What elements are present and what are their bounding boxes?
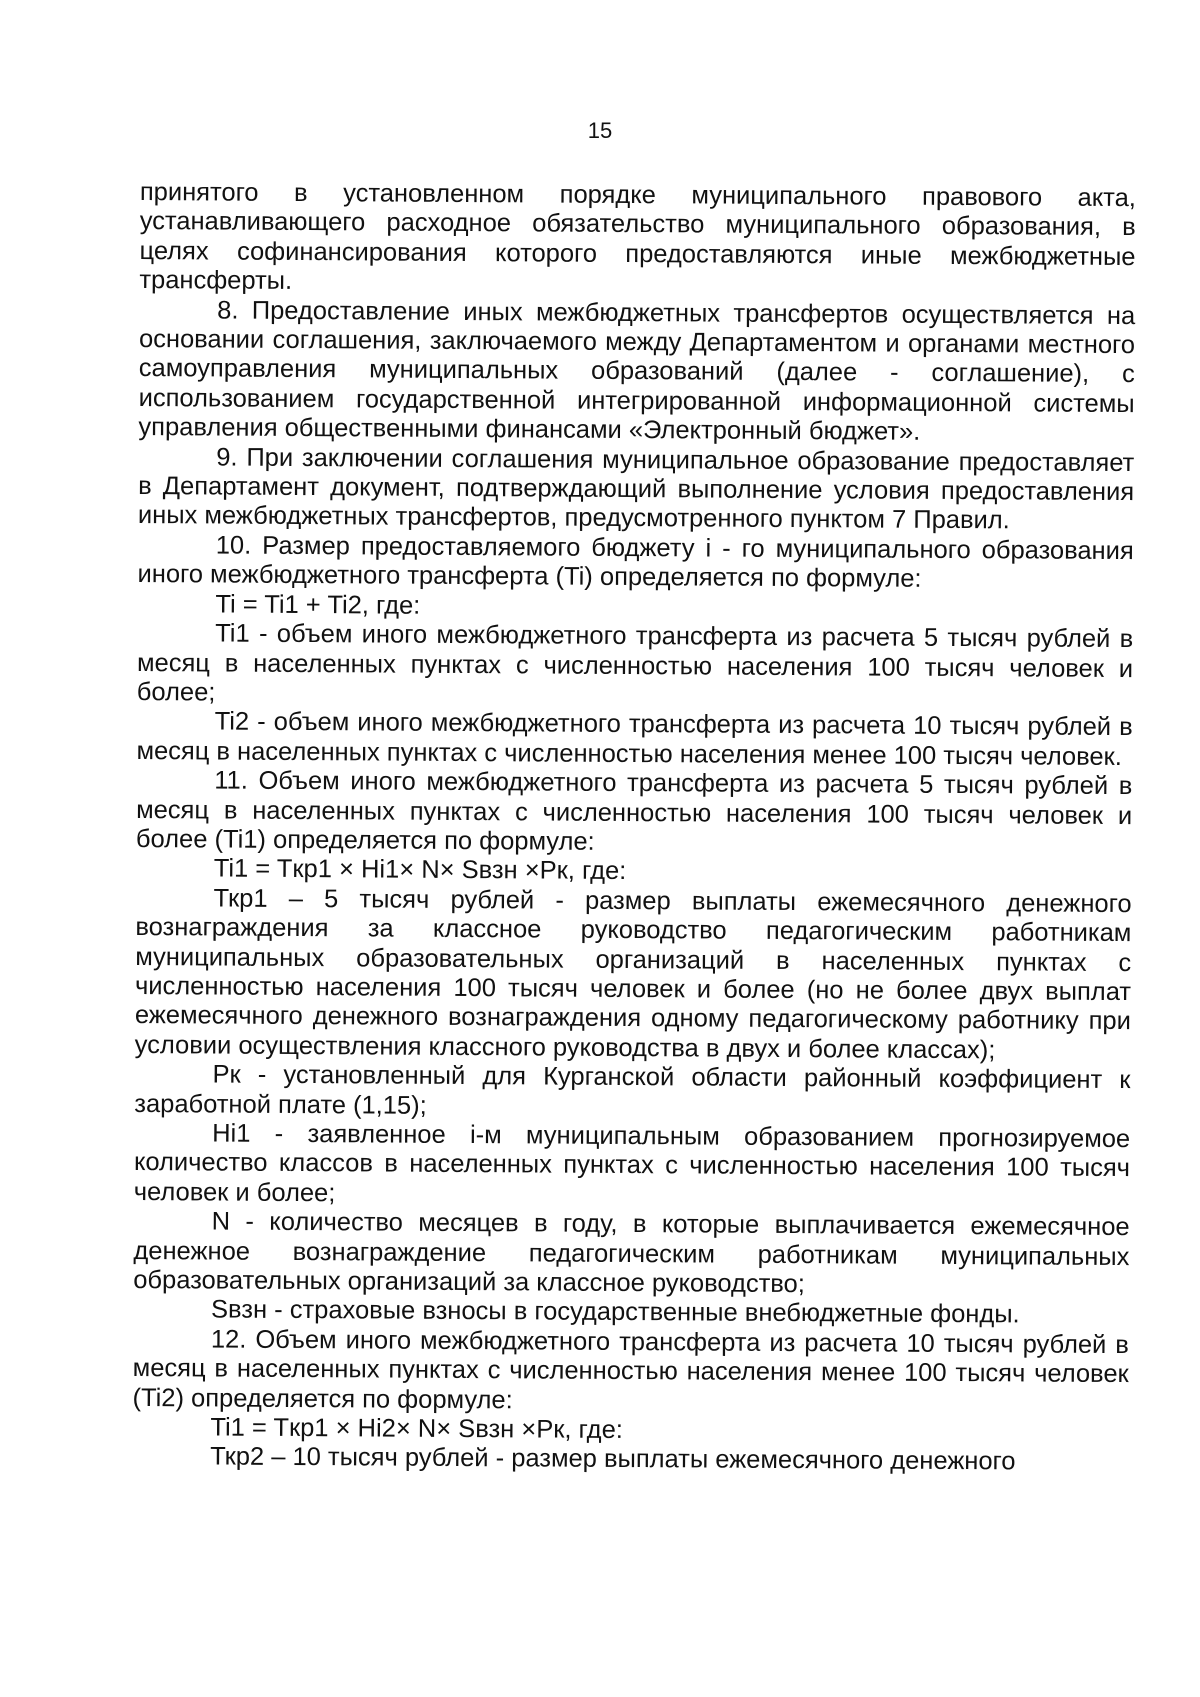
paragraph-11: 11. Объем иного межбюджетного трансферта из расчета 5 тысяч рублей в месяц в населенных пунктах с численностью населения 100 тысяч человек и более (Ti1) определяется по формуле: [135, 766, 1133, 856]
definition-tkr2: Ткр2 – 10 тысяч рублей - размер выплаты ежемесячного денежного [210, 1442, 1016, 1476]
paragraph-10: 10. Размер предоставляемого бюджету i - го муниципального образования иного межбюджетного трансферта (Ti) определяется по формуле: [137, 531, 1134, 594]
definition-tkr1: Ткр1 – 5 тысяч рублей - размер выплаты ежемесячного денежного вознаграждения за классное руководство педагогическим работникам муниципальных образовательных организаций в населенных пунктах с численностью населения 100 тысяч человек и более (но не более двух выплат ежемесячного денежного вознаграждения одному педагогическому работнику при условии осуществления классного руководства в двух и более классах); [134, 884, 1132, 1065]
definition-svzn: Sвзн - страховые взносы в государственные внебюджетные фонды. [211, 1295, 1020, 1329]
definition-hi1: Hi1 - заявленное i-м муниципальным образованием прогнозируемое количество классов в населенных пунктах с численностью населения 100 тысяч человек и более; [133, 1119, 1131, 1208]
page-number: 15 [587, 118, 613, 143]
document-body [132, 178, 1136, 1478]
definition-ti1: Ti1 - объем иного межбюджетного трансферта из расчета 5 тысяч рублей в месяц в населенных пунктах с численностью населения 100 тысяч человек и более; [136, 619, 1134, 707]
definition-ti2: Ti2 - объем иного межбюджетного трансферта из расчета 10 тысяч рублей в месяц в населенных пунктах с численностью населения менее 100 тысяч человек. [136, 707, 1133, 771]
formula-ti: Ti = Ti1 + Ti2, где: [215, 590, 421, 620]
formula-ti2: Ti1 = Tкр1 × Hi2× N× Sвзн ×Pк, где: [210, 1413, 623, 1445]
definition-pk: Pк - установленный для Курганской области районный коэффициент к заработной плате (1,15); [134, 1060, 1131, 1120]
definition-n: N - количество месяцев в году, в которые выплачивается ежемесячное денежное вознаграждение педагогическим работникам муниципальных образовательных организаций за классное руководство; [133, 1207, 1130, 1299]
formula-ti1: Ti1 = Tкр1 × Hi1× N× Sвзн ×Pк, где: [213, 854, 627, 886]
paragraph-continuation: принятого в установленном порядке муниципального правового акта, устанавливающего расходное обязательство муниципального образования, в целях софинансирования которого предоставляются иные межбюджетные трансферты. [139, 178, 1136, 296]
paragraph-9: 9. При заключении соглашения муниципальное образование предоставляет в Департамент документ, подтверждающий выполнение условия предоставления иных межбюджетных трансфертов, предусмотренного пунктом 7 Правил. [137, 443, 1135, 535]
paragraph-12: 12. Объем иного межбюджетного трансферта из расчета 10 тысяч рублей в месяц в населенных пунктах с численностью населения менее 100 тысяч человек (Ti2) определяется по формуле: [132, 1325, 1129, 1414]
paragraph-8: 8. Предоставление иных межбюджетных трансфертов осуществляется на основании соглашения, заключаемого между Департаментом и органами местного самоуправления муниципальных образований (далее - соглашение), с использованием государственной интегрированной информационной системы управления общественными финансами «Электронный бюджет». [138, 296, 1136, 447]
